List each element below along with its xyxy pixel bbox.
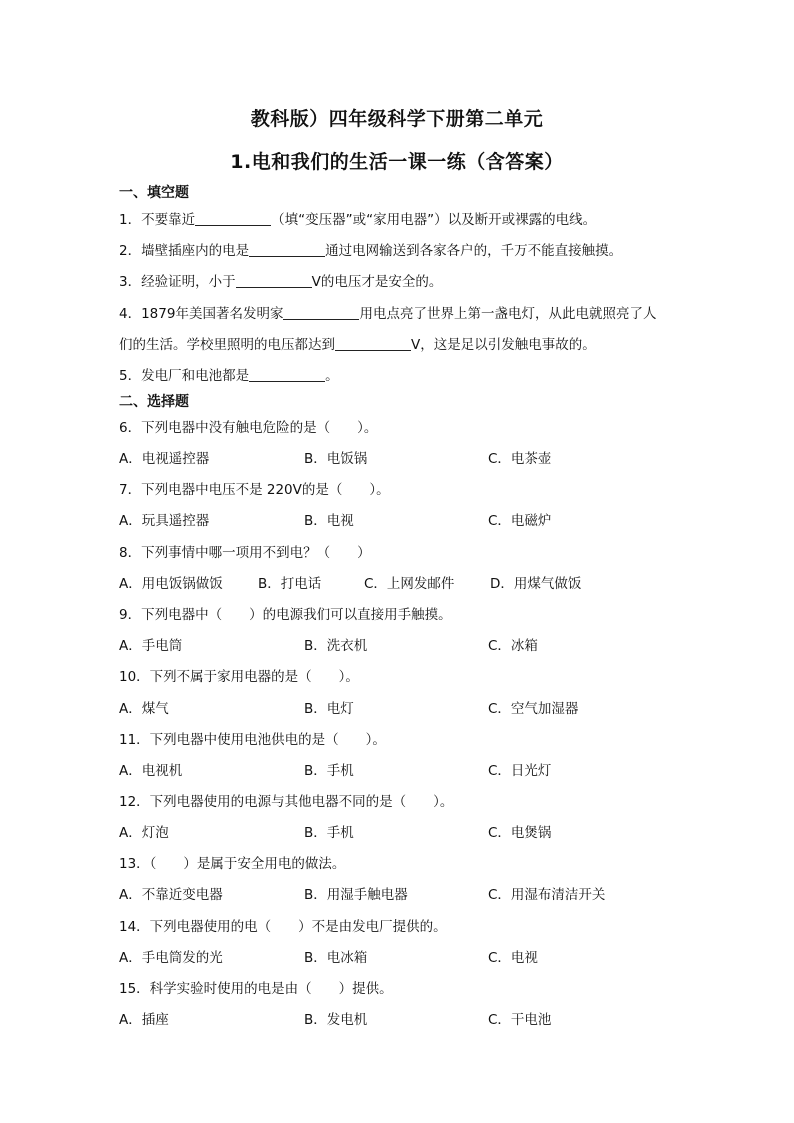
option-b[interactable]: B．打电话 <box>258 576 322 592</box>
answer-blank[interactable] <box>195 211 271 226</box>
choice-question-12: 12．下列电器使用的电源与其他电器不同的是（ ）。 <box>119 794 454 810</box>
answer-blank[interactable] <box>249 242 325 257</box>
option-c[interactable]: C．电煲锅 <box>488 825 552 841</box>
option-b[interactable]: B．电饭锅 <box>304 451 368 467</box>
fill-question-2: 2．墙壁插座内的电是 通过电网输送到各家各户的，千万不能直接触摸。 <box>119 243 623 259</box>
option-b[interactable]: B．电冰箱 <box>304 950 368 966</box>
choice-question-15: 15．科学实验时使用的电是由（ ）提供。 <box>119 981 393 997</box>
answer-blank[interactable] <box>236 273 312 288</box>
choice-question-13: 13．（ ）是属于安全用电的做法。 <box>119 856 346 872</box>
fill-question-4-continued: 们的生活。学校里照明的电压都达到 V，这是足以引发触电事故的。 <box>119 337 596 353</box>
option-a[interactable]: A．手电筒发的光 <box>119 950 223 966</box>
fill-question-3: 3．经验证明，小于 V的电压才是安全的。 <box>119 274 443 290</box>
choice-question-14: 14．下列电器使用的电（ ）不是由发电厂提供的。 <box>119 919 447 935</box>
fill-question-5: 5．发电厂和电池都是 。 <box>119 368 339 384</box>
section-choice-heading: 二、选择题 <box>119 394 189 410</box>
fill-question-4: 4．1879年美国著名发明家 用电点亮了世界上第一盏电灯，从此电就照亮了人 <box>119 306 657 322</box>
answer-blank[interactable] <box>335 336 411 351</box>
option-a[interactable]: A．煤气 <box>119 701 169 717</box>
option-b[interactable]: B．洗衣机 <box>304 638 368 654</box>
option-c[interactable]: C．电磁炉 <box>488 513 552 529</box>
option-a[interactable]: A．不靠近变电器 <box>119 887 223 903</box>
option-b[interactable]: B．手机 <box>304 763 354 779</box>
option-b[interactable]: B．电视 <box>304 513 354 529</box>
option-a[interactable]: A．电视机 <box>119 763 183 779</box>
choice-question-6: 6．下列电器中没有触电危险的是（ ）。 <box>119 420 378 436</box>
option-a[interactable]: A．插座 <box>119 1012 169 1028</box>
option-d[interactable]: D．用煤气做饭 <box>490 576 582 592</box>
option-c[interactable]: C．上网发邮件 <box>364 576 455 592</box>
option-a[interactable]: A．电视遥控器 <box>119 451 210 467</box>
option-b[interactable]: B．手机 <box>304 825 354 841</box>
document-title: 教科版）四年级科学下册第二单元 <box>250 108 544 130</box>
choice-question-11: 11．下列电器中使用电池供电的是（ ）。 <box>119 732 386 748</box>
option-a[interactable]: A．手电筒 <box>119 638 183 654</box>
option-c[interactable]: C．空气加湿器 <box>488 701 579 717</box>
option-c[interactable]: C．电视 <box>488 950 538 966</box>
option-a[interactable]: A．用电饭锅做饭 <box>119 576 223 592</box>
choice-question-9: 9．下列电器中（ ）的电源我们可以直接用手触摸。 <box>119 607 452 623</box>
option-c[interactable]: C．用湿布清洁开关 <box>488 887 606 903</box>
answer-blank[interactable] <box>283 305 359 320</box>
choice-question-7: 7．下列电器中电压不是 220V的是（ ）。 <box>119 482 390 498</box>
option-b[interactable]: B．电灯 <box>304 701 354 717</box>
answer-blank[interactable] <box>249 367 325 382</box>
option-c[interactable]: C．干电池 <box>488 1012 552 1028</box>
option-a[interactable]: A．灯泡 <box>119 825 169 841</box>
option-a[interactable]: A．玩具遥控器 <box>119 513 210 529</box>
option-c[interactable]: C．冰箱 <box>488 638 538 654</box>
option-b[interactable]: B．用湿手触电器 <box>304 887 408 903</box>
choice-question-8: 8．下列事情中哪一项用不到电？（ ） <box>119 545 371 561</box>
section-fill-heading: 一、填空题 <box>119 185 189 201</box>
document-subtitle: 1.电和我们的生活一课一练（含答案） <box>230 151 564 173</box>
option-c[interactable]: C．电茶壶 <box>488 451 552 467</box>
option-b[interactable]: B．发电机 <box>304 1012 368 1028</box>
choice-question-10: 10．下列不属于家用电器的是（ ）。 <box>119 669 359 685</box>
option-c[interactable]: C．日光灯 <box>488 763 552 779</box>
fill-question-1: 1．不要靠近 （填“变压器”或“家用电器”）以及断开或裸露的电线。 <box>119 212 597 228</box>
